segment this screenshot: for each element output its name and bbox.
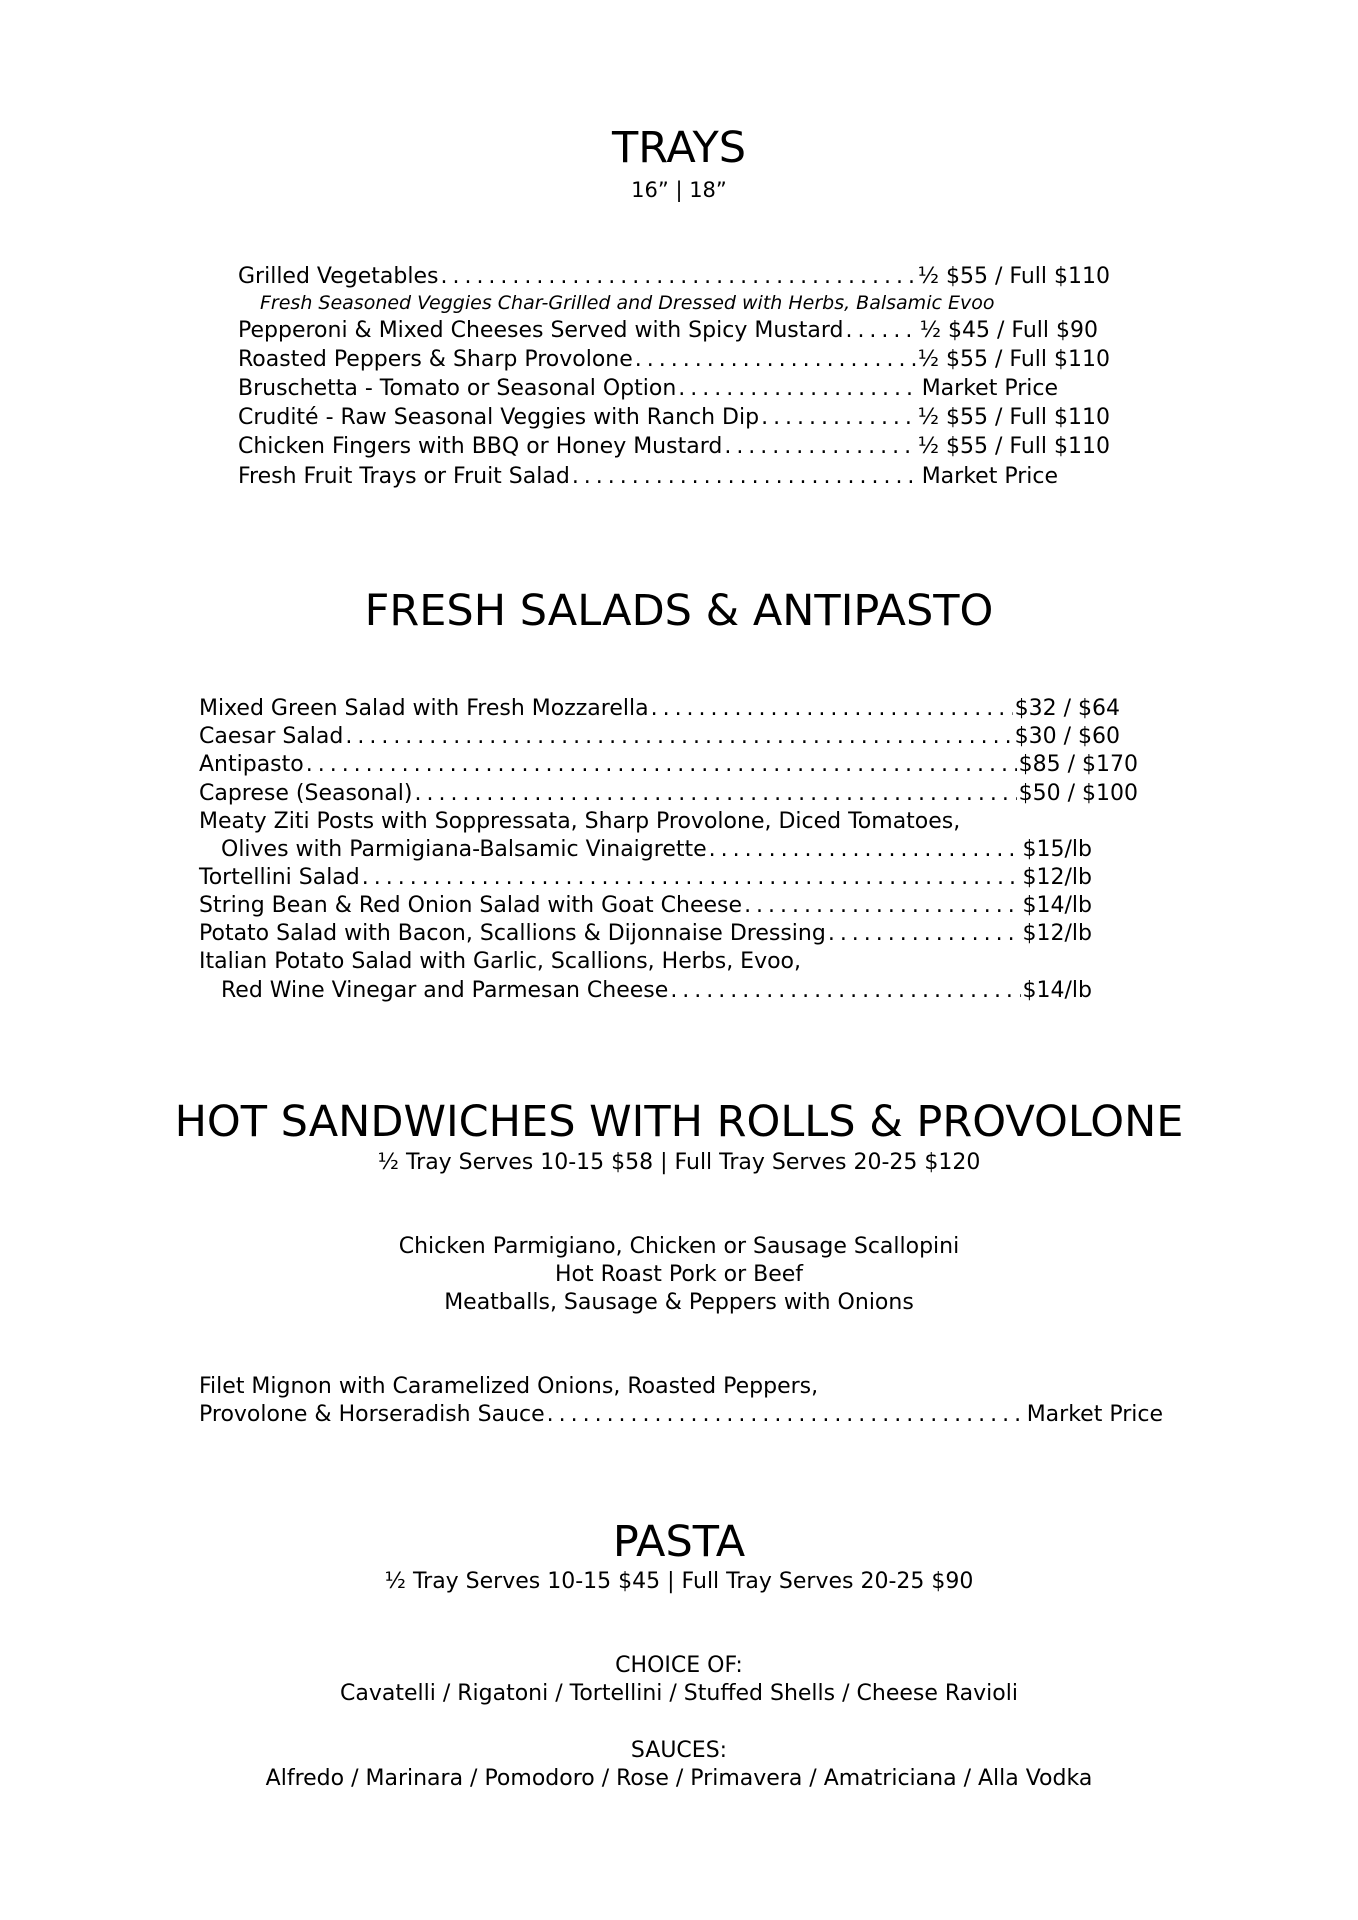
- item-name: Chicken Fingers with BBQ or Honey Mustard: [238, 434, 723, 459]
- item-name: Fresh Fruit Trays or Fruit Salad: [238, 464, 570, 489]
- item-name: Roasted Peppers & Sharp Provolone: [238, 347, 633, 372]
- item-price: ½ $55 / Full $110: [917, 405, 1110, 430]
- sandwich-option: Meatballs, Sausage & Peppers with Onions: [444, 1290, 914, 1315]
- salad-item: [199, 783, 1138, 805]
- tray-item: [238, 378, 1058, 400]
- item-price: $50 / $100: [1018, 781, 1138, 806]
- item-name: Potato Salad with Bacon, Scallions & Dijonnaise Dressing: [199, 921, 826, 946]
- item-price: Market Price: [921, 464, 1058, 489]
- item-price: $12/lb: [1022, 921, 1092, 946]
- sandwich-option: Hot Roast Pork or Beef: [554, 1262, 804, 1287]
- tray-item: [238, 349, 1110, 371]
- item-price: $85 / $170: [1018, 752, 1138, 777]
- salad-item: [199, 726, 1120, 748]
- tray-item: [238, 466, 1058, 488]
- item-name: Pepperoni & Mixed Cheeses Served with Spicy Mustard: [238, 318, 844, 343]
- tray-item: [238, 436, 1110, 458]
- item-name: Antipasto: [199, 752, 304, 777]
- pasta-pricing: ½ Tray Serves 10-15 $45 | Full Tray Serves 20-25 $90: [384, 1569, 974, 1594]
- sandwich-item: [199, 1404, 1163, 1426]
- item-price: ½ $55 / Full $110: [917, 347, 1110, 372]
- salad-item: [199, 923, 1092, 945]
- sandwiches-pricing: ½ Tray Serves 10-15 $58 | Full Tray Serves 20-25 $120: [377, 1150, 981, 1175]
- item-name: Crudité - Raw Seasonal Veggies with Ranch Dip: [238, 405, 760, 430]
- pasta-choices: Cavatelli / Rigatoni / Tortellini / Stuffed Shells / Cheese Ravioli: [340, 1681, 1018, 1706]
- salad-item: [221, 839, 1092, 861]
- item-name: Mixed Green Salad with Fresh Mozzarella: [199, 696, 649, 721]
- item-price: $32 / $64: [1014, 696, 1120, 721]
- item-price: $14/lb: [1022, 978, 1092, 1003]
- item-name: Red Wine Vinegar and Parmesan Cheese: [221, 978, 669, 1003]
- pasta-choice-label: CHOICE OF:: [615, 1653, 743, 1678]
- item-name: Grilled Vegetables: [238, 264, 439, 289]
- tray-item: [238, 320, 1098, 342]
- item-name: Caesar Salad: [199, 724, 344, 749]
- pasta-title: PASTA: [612, 1517, 746, 1567]
- item-price: ½ $55 / Full $110: [917, 434, 1110, 459]
- pasta-sauces: Alfredo / Marinara / Pomodoro / Rose / Primavera / Amatriciana / Alla Vodka: [265, 1766, 1093, 1791]
- tray-item: [238, 266, 1110, 288]
- item-name-line: Meaty Ziti Posts with Soppressata, Sharp Provolone, Diced Tomatoes,: [199, 809, 961, 834]
- sandwich-option: Chicken Parmigiano, Chicken or Sausage Scallopini: [398, 1234, 960, 1259]
- item-price: $15/lb: [1022, 837, 1092, 862]
- item-name: Provolone & Horseradish Sauce: [199, 1402, 545, 1427]
- item-name: Bruschetta - Tomato or Seasonal Option: [238, 376, 677, 401]
- item-price: $14/lb: [1022, 893, 1092, 918]
- trays-title: TRAYS: [611, 123, 747, 173]
- salad-item: [221, 980, 1092, 1002]
- sandwiches-title: HOT SANDWICHES WITH ROLLS & PROVOLONE: [174, 1097, 1184, 1147]
- item-name: Caprese (Seasonal): [199, 781, 413, 806]
- trays-sizes: 16” | 18”: [631, 178, 727, 202]
- salad-item: [199, 895, 1092, 917]
- item-price: ½ $55 / Full $110: [917, 264, 1110, 289]
- item-price: Market Price: [1026, 1402, 1163, 1427]
- item-description: Fresh Seasoned Veggies Char-Grilled and Dressed with Herbs, Balsamic Evoo: [260, 292, 995, 314]
- item-name: Olives with Parmigiana-Balsamic Vinaigrette: [221, 837, 707, 862]
- salads-title: FRESH SALADS & ANTIPASTO: [364, 586, 994, 636]
- item-name: String Bean & Red Onion Salad with Goat Cheese: [199, 893, 743, 918]
- item-name: Tortellini Salad: [199, 865, 360, 890]
- item-name-line: Filet Mignon with Caramelized Onions, Roasted Peppers,: [199, 1374, 819, 1399]
- salad-item: [199, 698, 1120, 720]
- salad-item: [199, 754, 1138, 776]
- item-price: Market Price: [921, 376, 1058, 401]
- item-price: $12/lb: [1022, 865, 1092, 890]
- item-name-line: Italian Potato Salad with Garlic, Scallions, Herbs, Evoo,: [199, 949, 802, 974]
- item-price: ½ $45 / Full $90: [919, 318, 1098, 343]
- tray-item: [238, 407, 1110, 429]
- item-price: $30 / $60: [1014, 724, 1120, 749]
- salad-item: [199, 867, 1092, 889]
- pasta-sauces-label: SAUCES:: [630, 1738, 728, 1763]
